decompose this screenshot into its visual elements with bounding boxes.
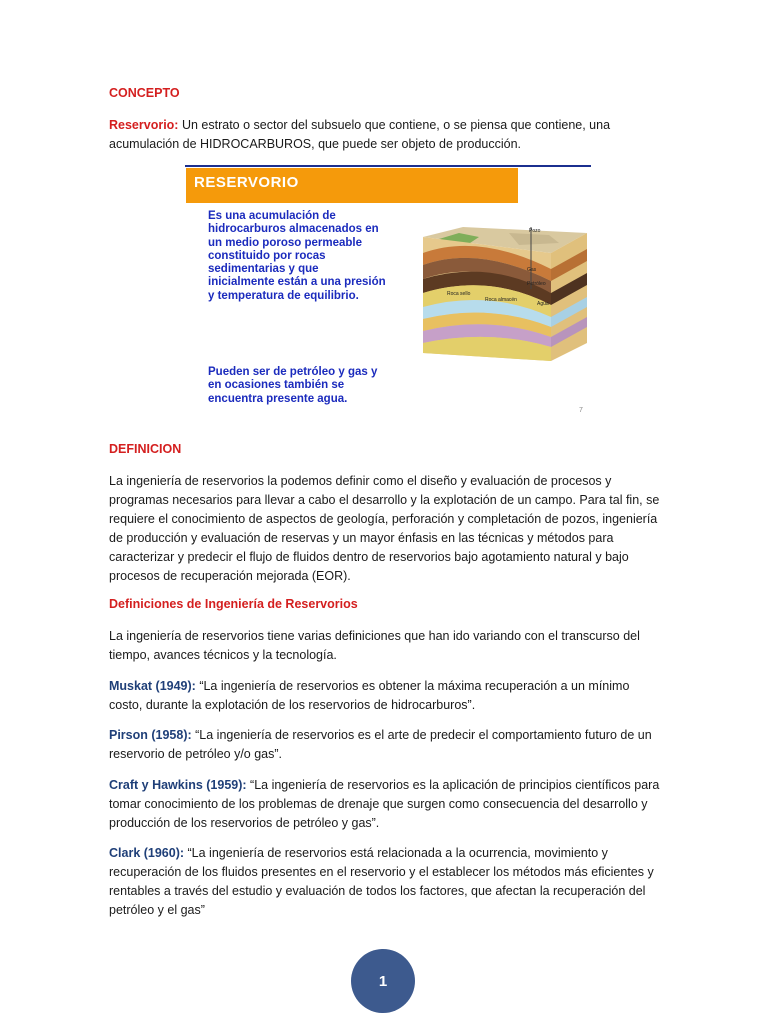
label-gas: Gas [527,267,537,273]
definition-item-clark [109,844,661,920]
definition-item-craft-hawkins [109,776,661,833]
slide-number: 7 [579,407,583,414]
label-roca-almacen: Roca almacén [485,297,517,303]
definition-quote: “La ingeniería de reservorios está relacionada a la ocurrencia, movimiento y recuperación de los fluidos presentes en el reservorio y el establecer los métodos más eficientes y rentables a través del estudio y evaluación de todos los factores, que afectan la recuperación del petróleo y el gas” [109,846,654,917]
figure-banner [186,168,518,203]
reservorio-definition: Un estrato o sector del subsuelo que contiene, o se piensa que contiene, una acumulación de HIDROCARBUROS, que puede ser objeto de producción. [109,118,611,151]
definition-author: Craft y Hawkins (1959): [109,778,247,792]
reservoir-block-diagram [419,223,591,365]
label-agua: Agua [537,301,549,307]
definicion-paragraph: La ingeniería de reservorios la podemos definir como el diseño y evaluación de procesos y programas necesarios para llevar a cabo el desarrollo y la explotación de un campo. Para tal fin, se requiere el conocimiento de aspectos de geología, perforación y completación de pozos, ingeniería de producción y evaluación de reservas y un mayor énfasis en las técnicas y métodos para caracterizar y predecir el flujo de fluidos dentro de reservorios bajo agotamiento natural y bajo procesos de recuperación mejorada (EOR). [109,474,660,583]
page-number-badge: 1 [351,949,415,1013]
definition-quote: “La ingeniería de reservorios es obtener la máxima recuperación a un mínimo costo, durante la explotación de los reservorios de hidrocarburos”. [109,679,630,712]
definicion-heading: DEFINICION [109,442,182,456]
definition-author: Muskat (1949): [109,679,196,693]
label-roca-sello: Roca sello [447,291,471,297]
concepto-heading: CONCEPTO [109,86,180,100]
definition-author: Pirson (1958): [109,728,192,742]
figure-banner-title: RESERVORIO [194,174,299,191]
definition-author: Clark (1960): [109,846,185,860]
reservorio-term: Reservorio: [109,118,179,132]
figure-top-rule [185,165,591,167]
definition-quote: “La ingeniería de reservorios es el arte de predecir el comportamiento futuro de un reservorio de petróleo y/o gas”. [109,728,652,761]
definiciones-heading: Definiciones de Ingeniería de Reservorios [109,597,358,611]
definition-item-pirson [109,726,661,764]
figure-text-contents: Pueden ser de petróleo y gas y en ocasiones también se encuentra presente agua. [208,366,378,405]
definition-item-muskat [109,677,661,715]
label-pozo: Pozo [529,228,541,234]
concepto-paragraph [109,116,661,154]
definiciones-intro: La ingeniería de reservorios tiene varias definiciones que han ido variando con el transcurso del tiempo, avances técnicos y la tecnología. [109,629,640,662]
figure-text-definition: Es una acumulación de hidrocarburos almacenados en un medio poroso permeable constituido por rocas sedimentarias y que inicialmente están a una presión y temperatura de equilibrio. [208,210,386,302]
reservorio-figure [183,163,593,425]
label-petroleo: Petróleo [527,281,546,287]
definition-quote: “La ingeniería de reservorios es la aplicación de principios científicos para tomar conocimiento de los problemas de drenaje que surgen como consecuencia del desarrollo y producción de los reservorios de petróleo y gas”. [109,778,660,830]
